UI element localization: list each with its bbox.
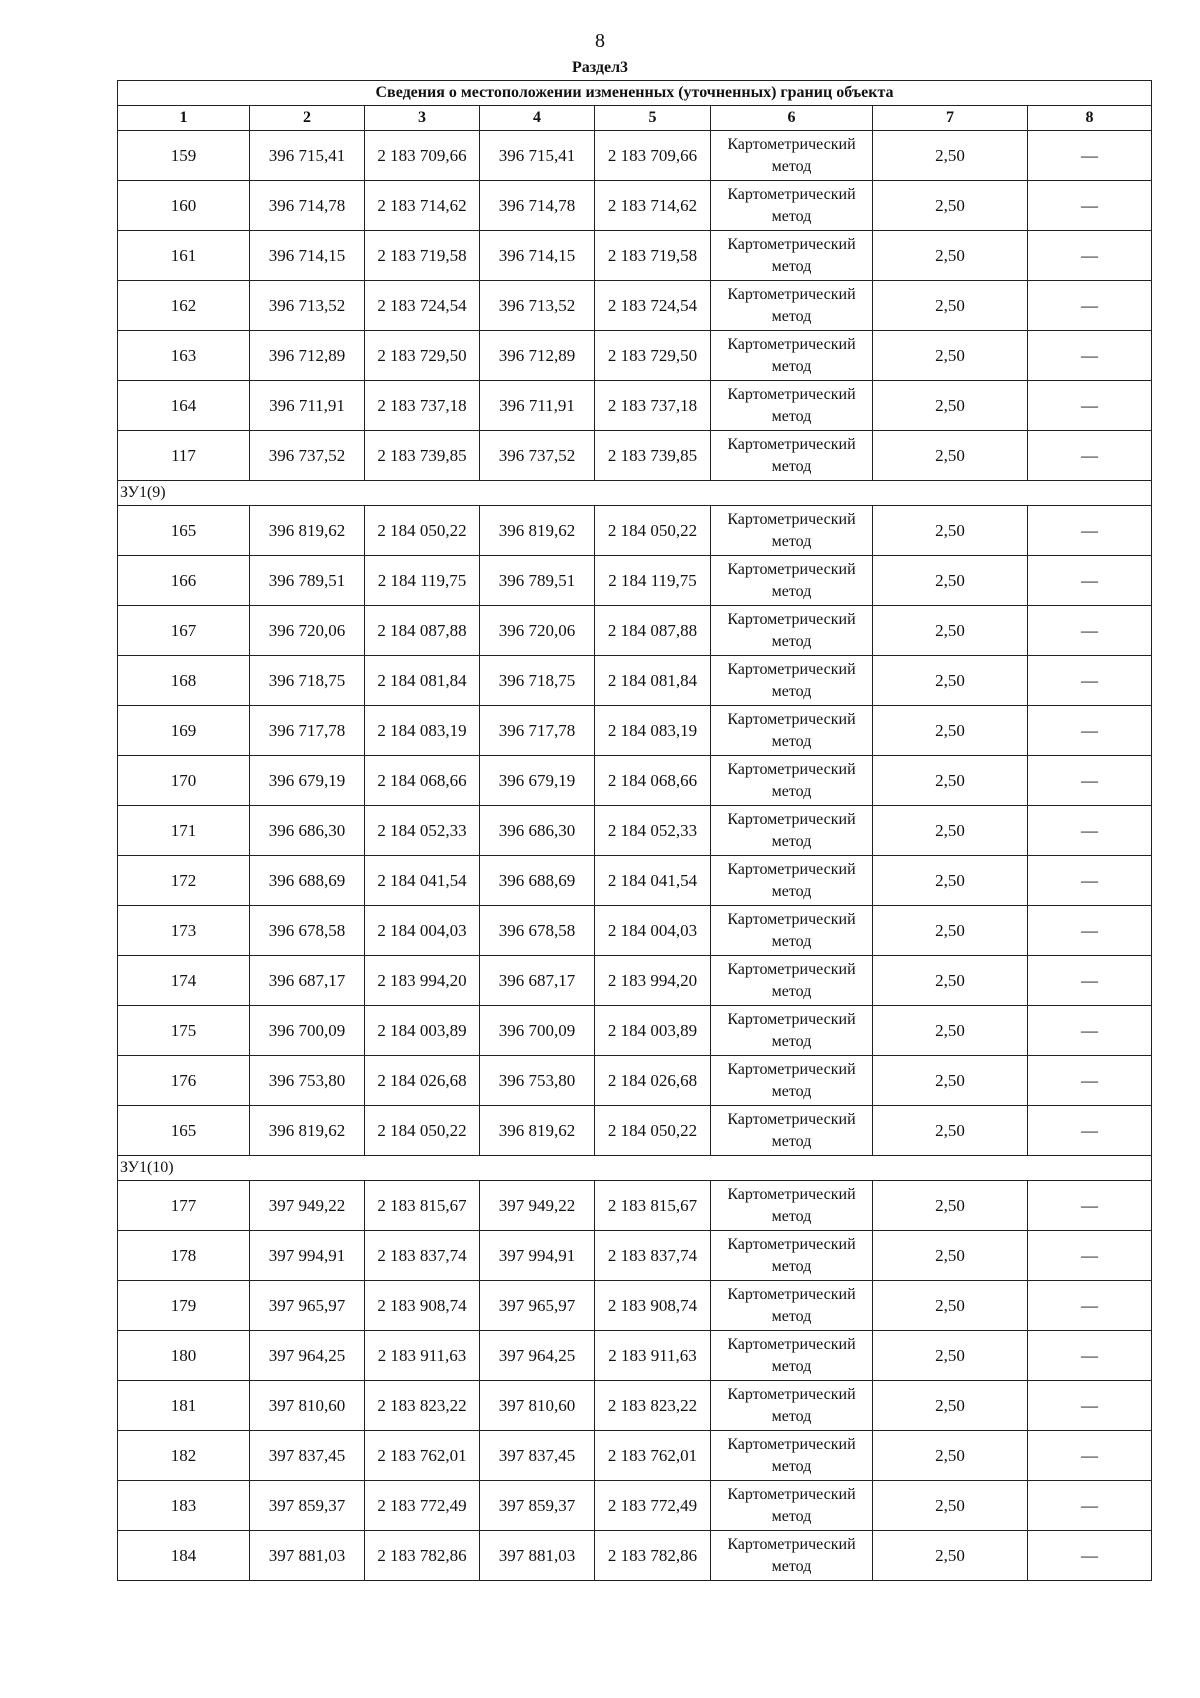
point-number-cell: 172 <box>118 856 250 906</box>
determination-method-cell: Картометрический метод <box>711 1431 873 1481</box>
determination-method-cell: Картометрический метод <box>711 1531 873 1581</box>
y-coord-cell: 2 183 911,63 <box>595 1331 711 1381</box>
table-row <box>118 1106 1152 1156</box>
description-cell: — <box>1028 331 1152 381</box>
table-row <box>118 1381 1152 1431</box>
point-number-cell: 167 <box>118 606 250 656</box>
y-coord-cell: 2 183 729,50 <box>595 331 711 381</box>
y-coord-cell: 2 183 737,18 <box>365 381 480 431</box>
point-number-cell: 183 <box>118 1481 250 1531</box>
y-coord-cell: 2 184 026,68 <box>595 1056 711 1106</box>
y-coord-cell: 2 183 714,62 <box>595 181 711 231</box>
description-cell: — <box>1028 656 1152 706</box>
x-coord-cell: 396 711,91 <box>480 381 595 431</box>
column-number: 1 <box>118 106 250 131</box>
point-number-cell: 160 <box>118 181 250 231</box>
x-coord-cell: 397 837,45 <box>480 1431 595 1481</box>
table-row <box>118 331 1152 381</box>
determination-method-cell: Картометрический метод <box>711 756 873 806</box>
table-row <box>118 431 1152 481</box>
x-coord-cell: 396 720,06 <box>250 606 365 656</box>
point-number-cell: 178 <box>118 1231 250 1281</box>
y-coord-cell: 2 183 709,66 <box>365 131 480 181</box>
x-coord-cell: 396 737,52 <box>250 431 365 481</box>
table-row <box>118 806 1152 856</box>
y-coord-cell: 2 183 908,74 <box>365 1281 480 1331</box>
x-coord-cell: 397 964,25 <box>250 1331 365 1381</box>
point-number-cell: 170 <box>118 756 250 806</box>
table-row <box>118 556 1152 606</box>
point-number-cell: 176 <box>118 1056 250 1106</box>
table-row <box>118 181 1152 231</box>
group-header-row <box>118 1156 1152 1181</box>
table-row <box>118 1431 1152 1481</box>
point-number-cell: 180 <box>118 1331 250 1381</box>
y-coord-cell: 2 184 068,66 <box>365 756 480 806</box>
table-row <box>118 856 1152 906</box>
accuracy-cell: 2,50 <box>873 1281 1028 1331</box>
accuracy-cell: 2,50 <box>873 806 1028 856</box>
accuracy-cell: 2,50 <box>873 1531 1028 1581</box>
x-coord-cell: 397 965,97 <box>250 1281 365 1331</box>
x-coord-cell: 396 714,78 <box>250 181 365 231</box>
accuracy-cell: 2,50 <box>873 231 1028 281</box>
table-row <box>118 956 1152 1006</box>
x-coord-cell: 397 964,25 <box>480 1331 595 1381</box>
description-cell: — <box>1028 1481 1152 1531</box>
x-coord-cell: 396 713,52 <box>480 281 595 331</box>
point-number-cell: 161 <box>118 231 250 281</box>
x-coord-cell: 396 819,62 <box>480 1106 595 1156</box>
point-number-cell: 184 <box>118 1531 250 1581</box>
point-number-cell: 162 <box>118 281 250 331</box>
accuracy-cell: 2,50 <box>873 956 1028 1006</box>
description-cell: — <box>1028 1381 1152 1431</box>
x-coord-cell: 396 753,80 <box>250 1056 365 1106</box>
accuracy-cell: 2,50 <box>873 706 1028 756</box>
point-number-cell: 163 <box>118 331 250 381</box>
y-coord-cell: 2 184 050,22 <box>365 1106 480 1156</box>
y-coord-cell: 2 183 709,66 <box>595 131 711 181</box>
y-coord-cell: 2 184 087,88 <box>595 606 711 656</box>
y-coord-cell: 2 183 908,74 <box>595 1281 711 1331</box>
x-coord-cell: 396 717,78 <box>480 706 595 756</box>
description-cell: — <box>1028 706 1152 756</box>
x-coord-cell: 397 810,60 <box>250 1381 365 1431</box>
y-coord-cell: 2 183 729,50 <box>365 331 480 381</box>
x-coord-cell: 397 881,03 <box>480 1531 595 1581</box>
x-coord-cell: 397 859,37 <box>250 1481 365 1531</box>
column-number: 3 <box>365 106 480 131</box>
point-number-cell: 174 <box>118 956 250 1006</box>
determination-method-cell: Картометрический метод <box>711 1181 873 1231</box>
y-coord-cell: 2 183 815,67 <box>595 1181 711 1231</box>
determination-method-cell: Картометрический метод <box>711 1106 873 1156</box>
accuracy-cell: 2,50 <box>873 1181 1028 1231</box>
description-cell: — <box>1028 231 1152 281</box>
x-coord-cell: 397 994,91 <box>480 1231 595 1281</box>
description-cell: — <box>1028 131 1152 181</box>
point-number-cell: 175 <box>118 1006 250 1056</box>
point-number-cell: 117 <box>118 431 250 481</box>
x-coord-cell: 396 700,09 <box>480 1006 595 1056</box>
description-cell: — <box>1028 431 1152 481</box>
y-coord-cell: 2 183 772,49 <box>365 1481 480 1531</box>
y-coord-cell: 2 184 087,88 <box>365 606 480 656</box>
x-coord-cell: 397 949,22 <box>250 1181 365 1231</box>
y-coord-cell: 2 183 714,62 <box>365 181 480 231</box>
y-coord-cell: 2 183 782,86 <box>595 1531 711 1581</box>
x-coord-cell: 396 688,69 <box>480 856 595 906</box>
y-coord-cell: 2 184 050,22 <box>595 506 711 556</box>
description-cell: — <box>1028 1056 1152 1106</box>
table-row <box>118 606 1152 656</box>
x-coord-cell: 396 753,80 <box>480 1056 595 1106</box>
determination-method-cell: Картометрический метод <box>711 656 873 706</box>
point-number-cell: 165 <box>118 506 250 556</box>
x-coord-cell: 396 718,75 <box>480 656 595 706</box>
y-coord-cell: 2 184 081,84 <box>595 656 711 706</box>
description-cell: — <box>1028 1431 1152 1481</box>
table-row <box>118 1331 1152 1381</box>
x-coord-cell: 396 718,75 <box>250 656 365 706</box>
determination-method-cell: Картометрический метод <box>711 1331 873 1381</box>
column-number: 7 <box>873 106 1028 131</box>
x-coord-cell: 396 687,17 <box>480 956 595 1006</box>
column-number: 5 <box>595 106 711 131</box>
description-cell: — <box>1028 856 1152 906</box>
y-coord-cell: 2 184 052,33 <box>365 806 480 856</box>
group-header-row <box>118 481 1152 506</box>
table-row <box>118 906 1152 956</box>
x-coord-cell: 396 678,58 <box>250 906 365 956</box>
accuracy-cell: 2,50 <box>873 556 1028 606</box>
point-number-cell: 173 <box>118 906 250 956</box>
x-coord-cell: 396 711,91 <box>250 381 365 431</box>
table-row <box>118 656 1152 706</box>
x-coord-cell: 397 810,60 <box>480 1381 595 1431</box>
x-coord-cell: 396 819,62 <box>250 506 365 556</box>
accuracy-cell: 2,50 <box>873 1481 1028 1531</box>
x-coord-cell: 396 679,19 <box>250 756 365 806</box>
table-row <box>118 1181 1152 1231</box>
table-row <box>118 1281 1152 1331</box>
accuracy-cell: 2,50 <box>873 506 1028 556</box>
x-coord-cell: 396 686,30 <box>480 806 595 856</box>
x-coord-cell: 396 720,06 <box>480 606 595 656</box>
y-coord-cell: 2 184 119,75 <box>365 556 480 606</box>
x-coord-cell: 396 700,09 <box>250 1006 365 1056</box>
y-coord-cell: 2 183 782,86 <box>365 1531 480 1581</box>
table-row <box>118 281 1152 331</box>
x-coord-cell: 396 679,19 <box>480 756 595 806</box>
y-coord-cell: 2 183 739,85 <box>365 431 480 481</box>
y-coord-cell: 2 184 083,19 <box>595 706 711 756</box>
description-cell: — <box>1028 1006 1152 1056</box>
determination-method-cell: Картометрический метод <box>711 431 873 481</box>
y-coord-cell: 2 184 052,33 <box>595 806 711 856</box>
x-coord-cell: 396 712,89 <box>480 331 595 381</box>
determination-method-cell: Картометрический метод <box>711 331 873 381</box>
description-cell: — <box>1028 806 1152 856</box>
point-number-cell: 169 <box>118 706 250 756</box>
group-label: ЗУ1(10) <box>118 1156 1152 1181</box>
determination-method-cell: Картометрический метод <box>711 281 873 331</box>
x-coord-cell: 397 859,37 <box>480 1481 595 1531</box>
y-coord-cell: 2 183 719,58 <box>595 231 711 281</box>
y-coord-cell: 2 183 837,74 <box>365 1231 480 1281</box>
determination-method-cell: Картометрический метод <box>711 706 873 756</box>
x-coord-cell: 396 789,51 <box>480 556 595 606</box>
y-coord-cell: 2 184 041,54 <box>595 856 711 906</box>
group-label: ЗУ1(9) <box>118 481 1152 506</box>
description-cell: — <box>1028 1531 1152 1581</box>
point-number-cell: 165 <box>118 1106 250 1156</box>
determination-method-cell: Картометрический метод <box>711 1281 873 1331</box>
y-coord-cell: 2 183 762,01 <box>595 1431 711 1481</box>
y-coord-cell: 2 184 050,22 <box>595 1106 711 1156</box>
x-coord-cell: 397 965,97 <box>480 1281 595 1331</box>
accuracy-cell: 2,50 <box>873 1331 1028 1381</box>
x-coord-cell: 396 686,30 <box>250 806 365 856</box>
y-coord-cell: 2 184 003,89 <box>365 1006 480 1056</box>
point-number-cell: 182 <box>118 1431 250 1481</box>
accuracy-cell: 2,50 <box>873 281 1028 331</box>
section-label: Раздел3 <box>571 59 629 76</box>
point-number-cell: 166 <box>118 556 250 606</box>
y-coord-cell: 2 184 026,68 <box>365 1056 480 1106</box>
x-coord-cell: 396 737,52 <box>480 431 595 481</box>
determination-method-cell: Картометрический метод <box>711 1056 873 1106</box>
point-number-cell: 171 <box>118 806 250 856</box>
x-coord-cell: 397 994,91 <box>250 1231 365 1281</box>
y-coord-cell: 2 184 083,19 <box>365 706 480 756</box>
point-number-cell: 159 <box>118 131 250 181</box>
point-number-cell: 168 <box>118 656 250 706</box>
y-coord-cell: 2 183 994,20 <box>365 956 480 1006</box>
table-row <box>118 1231 1152 1281</box>
description-cell: — <box>1028 756 1152 806</box>
x-coord-cell: 396 712,89 <box>250 331 365 381</box>
determination-method-cell: Картометрический метод <box>711 556 873 606</box>
y-coord-cell: 2 183 762,01 <box>365 1431 480 1481</box>
determination-method-cell: Картометрический метод <box>711 956 873 1006</box>
determination-method-cell: Картометрический метод <box>711 1381 873 1431</box>
x-coord-cell: 396 714,15 <box>250 231 365 281</box>
accuracy-cell: 2,50 <box>873 606 1028 656</box>
point-number-cell: 181 <box>118 1381 250 1431</box>
determination-method-cell: Картометрический метод <box>711 1481 873 1531</box>
x-coord-cell: 396 717,78 <box>250 706 365 756</box>
accuracy-cell: 2,50 <box>873 1381 1028 1431</box>
y-coord-cell: 2 184 041,54 <box>365 856 480 906</box>
determination-method-cell: Картометрический метод <box>711 381 873 431</box>
x-coord-cell: 396 678,58 <box>480 906 595 956</box>
determination-method-cell: Картометрический метод <box>711 1231 873 1281</box>
y-coord-cell: 2 184 004,03 <box>595 906 711 956</box>
y-coord-cell: 2 184 081,84 <box>365 656 480 706</box>
y-coord-cell: 2 184 119,75 <box>595 556 711 606</box>
description-cell: — <box>1028 1181 1152 1231</box>
table-row <box>118 1481 1152 1531</box>
determination-method-cell: Картометрический метод <box>711 181 873 231</box>
accuracy-cell: 2,50 <box>873 1431 1028 1481</box>
y-coord-cell: 2 183 719,58 <box>365 231 480 281</box>
y-coord-cell: 2 183 724,54 <box>365 281 480 331</box>
description-cell: — <box>1028 556 1152 606</box>
x-coord-cell: 396 789,51 <box>250 556 365 606</box>
table-row <box>118 1531 1152 1581</box>
table-row <box>118 131 1152 181</box>
determination-method-cell: Картометрический метод <box>711 906 873 956</box>
y-coord-cell: 2 183 724,54 <box>595 281 711 331</box>
y-coord-cell: 2 183 823,22 <box>365 1381 480 1431</box>
page-number: 8 <box>595 30 605 52</box>
table-title: Сведения о местоположении измененных (уточненных) границ объекта <box>118 81 1152 106</box>
determination-method-cell: Картометрический метод <box>711 1006 873 1056</box>
description-cell: — <box>1028 1231 1152 1281</box>
accuracy-cell: 2,50 <box>873 1006 1028 1056</box>
boundary-coordinates-table <box>117 80 1152 1581</box>
y-coord-cell: 2 184 068,66 <box>595 756 711 806</box>
y-coord-cell: 2 183 994,20 <box>595 956 711 1006</box>
point-number-cell: 177 <box>118 1181 250 1231</box>
accuracy-cell: 2,50 <box>873 856 1028 906</box>
table-body <box>118 81 1152 1581</box>
x-coord-cell: 396 687,17 <box>250 956 365 1006</box>
accuracy-cell: 2,50 <box>873 431 1028 481</box>
x-coord-cell: 396 819,62 <box>250 1106 365 1156</box>
x-coord-cell: 396 688,69 <box>250 856 365 906</box>
y-coord-cell: 2 183 815,67 <box>365 1181 480 1231</box>
x-coord-cell: 396 819,62 <box>480 506 595 556</box>
y-coord-cell: 2 183 737,18 <box>595 381 711 431</box>
table-row <box>118 506 1152 556</box>
description-cell: — <box>1028 956 1152 1006</box>
accuracy-cell: 2,50 <box>873 1106 1028 1156</box>
determination-method-cell: Картометрический метод <box>711 131 873 181</box>
description-cell: — <box>1028 506 1152 556</box>
description-cell: — <box>1028 281 1152 331</box>
table-row <box>118 1006 1152 1056</box>
y-coord-cell: 2 184 050,22 <box>365 506 480 556</box>
y-coord-cell: 2 184 003,89 <box>595 1006 711 1056</box>
table-row <box>118 706 1152 756</box>
accuracy-cell: 2,50 <box>873 381 1028 431</box>
table-row <box>118 756 1152 806</box>
table-title-row <box>118 81 1152 106</box>
column-number: 8 <box>1028 106 1152 131</box>
accuracy-cell: 2,50 <box>873 656 1028 706</box>
column-number-row <box>118 106 1152 131</box>
determination-method-cell: Картометрический метод <box>711 806 873 856</box>
y-coord-cell: 2 183 739,85 <box>595 431 711 481</box>
accuracy-cell: 2,50 <box>873 331 1028 381</box>
table-row <box>118 231 1152 281</box>
accuracy-cell: 2,50 <box>873 1056 1028 1106</box>
y-coord-cell: 2 184 004,03 <box>365 906 480 956</box>
column-number: 4 <box>480 106 595 131</box>
column-number: 2 <box>250 106 365 131</box>
x-coord-cell: 396 715,41 <box>480 131 595 181</box>
x-coord-cell: 396 714,15 <box>480 231 595 281</box>
x-coord-cell: 396 714,78 <box>480 181 595 231</box>
description-cell: — <box>1028 606 1152 656</box>
accuracy-cell: 2,50 <box>873 906 1028 956</box>
table-row <box>118 1056 1152 1106</box>
x-coord-cell: 397 837,45 <box>250 1431 365 1481</box>
y-coord-cell: 2 183 823,22 <box>595 1381 711 1431</box>
determination-method-cell: Картометрический метод <box>711 606 873 656</box>
column-number: 6 <box>711 106 873 131</box>
description-cell: — <box>1028 381 1152 431</box>
x-coord-cell: 396 715,41 <box>250 131 365 181</box>
x-coord-cell: 397 881,03 <box>250 1531 365 1581</box>
accuracy-cell: 2,50 <box>873 756 1028 806</box>
determination-method-cell: Картометрический метод <box>711 231 873 281</box>
table-row <box>118 381 1152 431</box>
y-coord-cell: 2 183 772,49 <box>595 1481 711 1531</box>
y-coord-cell: 2 183 837,74 <box>595 1231 711 1281</box>
determination-method-cell: Картометрический метод <box>711 856 873 906</box>
description-cell: — <box>1028 1281 1152 1331</box>
point-number-cell: 164 <box>118 381 250 431</box>
determination-method-cell: Картометрический метод <box>711 506 873 556</box>
description-cell: — <box>1028 181 1152 231</box>
description-cell: — <box>1028 906 1152 956</box>
accuracy-cell: 2,50 <box>873 181 1028 231</box>
accuracy-cell: 2,50 <box>873 131 1028 181</box>
x-coord-cell: 396 713,52 <box>250 281 365 331</box>
point-number-cell: 179 <box>118 1281 250 1331</box>
x-coord-cell: 397 949,22 <box>480 1181 595 1231</box>
y-coord-cell: 2 183 911,63 <box>365 1331 480 1381</box>
accuracy-cell: 2,50 <box>873 1231 1028 1281</box>
description-cell: — <box>1028 1106 1152 1156</box>
description-cell: — <box>1028 1331 1152 1381</box>
